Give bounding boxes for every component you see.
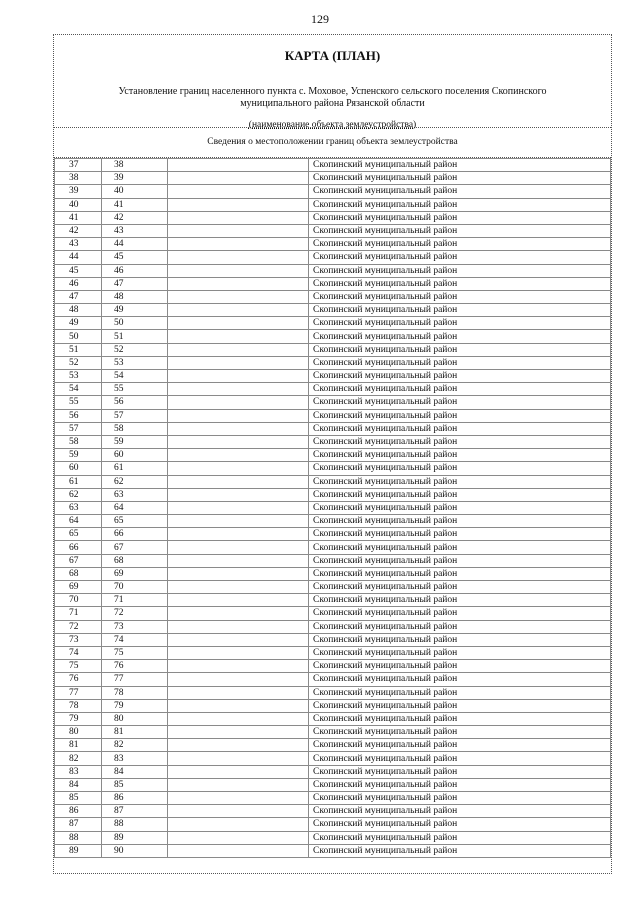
adjacent-land-cell: Скопинский муниципальный район [309, 567, 611, 580]
point-from-cell: 53 [55, 370, 102, 383]
point-to-cell: 60 [102, 449, 168, 462]
point-to-cell: 63 [102, 488, 168, 501]
description-cell [168, 831, 309, 844]
table-row [55, 607, 611, 620]
description-cell [168, 462, 309, 475]
point-from-cell: 43 [55, 238, 102, 251]
description-cell [168, 185, 309, 198]
point-from-cell: 65 [55, 528, 102, 541]
adjacent-land-cell: Скопинский муниципальный район [309, 462, 611, 475]
adjacent-land-cell: Скопинский муниципальный район [309, 818, 611, 831]
table-row [55, 172, 611, 185]
description-cell [168, 778, 309, 791]
description-cell [168, 277, 309, 290]
point-to-cell: 38 [102, 159, 168, 172]
point-from-cell: 78 [55, 699, 102, 712]
point-from-cell: 80 [55, 726, 102, 739]
point-from-cell: 87 [55, 818, 102, 831]
description-cell [168, 396, 309, 409]
adjacent-land-cell: Скопинский муниципальный район [309, 765, 611, 778]
table-row [55, 475, 611, 488]
point-to-cell: 72 [102, 607, 168, 620]
table-row [55, 620, 611, 633]
adjacent-land-cell: Скопинский муниципальный район [309, 475, 611, 488]
description-cell [168, 501, 309, 514]
point-to-cell: 41 [102, 198, 168, 211]
description-cell [168, 435, 309, 448]
description-cell [168, 620, 309, 633]
adjacent-land-cell: Скопинский муниципальный район [309, 343, 611, 356]
point-to-cell: 52 [102, 343, 168, 356]
point-to-cell: 40 [102, 185, 168, 198]
point-to-cell: 39 [102, 172, 168, 185]
table-row [55, 739, 611, 752]
table-row [55, 383, 611, 396]
point-from-cell: 41 [55, 211, 102, 224]
adjacent-land-cell: Скопинский муниципальный район [309, 330, 611, 343]
adjacent-land-cell: Скопинский муниципальный район [309, 633, 611, 646]
point-from-cell: 83 [55, 765, 102, 778]
adjacent-land-cell: Скопинский муниципальный район [309, 290, 611, 303]
point-to-cell: 87 [102, 805, 168, 818]
description-cell [168, 726, 309, 739]
table-row [55, 792, 611, 805]
point-from-cell: 89 [55, 844, 102, 857]
description-cell [168, 172, 309, 185]
point-from-cell: 49 [55, 317, 102, 330]
table-row [55, 238, 611, 251]
table-row [55, 198, 611, 211]
point-to-cell: 90 [102, 844, 168, 857]
point-to-cell: 46 [102, 264, 168, 277]
table-row [55, 396, 611, 409]
table-row [55, 765, 611, 778]
point-to-cell: 54 [102, 370, 168, 383]
point-to-cell: 42 [102, 211, 168, 224]
point-from-cell: 67 [55, 554, 102, 567]
table-row [55, 343, 611, 356]
point-to-cell: 44 [102, 238, 168, 251]
point-to-cell: 79 [102, 699, 168, 712]
point-from-cell: 50 [55, 330, 102, 343]
table-row [55, 646, 611, 659]
point-to-cell: 56 [102, 396, 168, 409]
description-cell [168, 686, 309, 699]
description-cell [168, 343, 309, 356]
table-row [55, 251, 611, 264]
adjacent-land-cell: Скопинский муниципальный район [309, 620, 611, 633]
adjacent-land-cell: Скопинский муниципальный район [309, 185, 611, 198]
description-cell [168, 159, 309, 172]
table-row [55, 726, 611, 739]
table-row [55, 449, 611, 462]
adjacent-land-cell: Скопинский муниципальный район [309, 844, 611, 857]
table-row [55, 356, 611, 369]
point-to-cell: 64 [102, 501, 168, 514]
table-body [55, 159, 611, 858]
boundary-table [54, 158, 611, 858]
table-row [55, 831, 611, 844]
point-from-cell: 71 [55, 607, 102, 620]
point-to-cell: 75 [102, 646, 168, 659]
point-from-cell: 63 [55, 501, 102, 514]
table-row [55, 633, 611, 646]
point-to-cell: 51 [102, 330, 168, 343]
adjacent-land-cell: Скопинский муниципальный район [309, 317, 611, 330]
adjacent-land-cell: Скопинский муниципальный район [309, 449, 611, 462]
description-cell [168, 409, 309, 422]
description-cell [168, 554, 309, 567]
point-to-cell: 62 [102, 475, 168, 488]
point-to-cell: 57 [102, 409, 168, 422]
table-row [55, 805, 611, 818]
adjacent-land-cell: Скопинский муниципальный район [309, 396, 611, 409]
adjacent-land-cell: Скопинский муниципальный район [309, 159, 611, 172]
adjacent-land-cell: Скопинский муниципальный район [309, 198, 611, 211]
adjacent-land-cell: Скопинский муниципальный район [309, 594, 611, 607]
point-to-cell: 70 [102, 581, 168, 594]
table-row [55, 673, 611, 686]
adjacent-land-cell: Скопинский муниципальный район [309, 370, 611, 383]
point-to-cell: 55 [102, 383, 168, 396]
point-from-cell: 42 [55, 224, 102, 237]
adjacent-land-cell: Скопинский муниципальный район [309, 686, 611, 699]
point-from-cell: 38 [55, 172, 102, 185]
adjacent-land-cell: Скопинский муниципальный район [309, 422, 611, 435]
object-caption: (наименование объекта землеустройства) [248, 120, 417, 130]
description-cell [168, 805, 309, 818]
table-row [55, 304, 611, 317]
point-from-cell: 85 [55, 792, 102, 805]
table-row [55, 752, 611, 765]
table-row [55, 660, 611, 673]
table-row [55, 567, 611, 580]
point-from-cell: 68 [55, 567, 102, 580]
description-cell [168, 211, 309, 224]
description-cell [168, 673, 309, 686]
point-to-cell: 48 [102, 290, 168, 303]
adjacent-land-cell: Скопинский муниципальный район [309, 739, 611, 752]
adjacent-land-cell: Скопинский муниципальный район [309, 607, 611, 620]
point-to-cell: 68 [102, 554, 168, 567]
point-from-cell: 51 [55, 343, 102, 356]
point-from-cell: 73 [55, 633, 102, 646]
point-to-cell: 45 [102, 251, 168, 264]
description-cell [168, 752, 309, 765]
point-to-cell: 82 [102, 739, 168, 752]
adjacent-land-cell: Скопинский муниципальный район [309, 541, 611, 554]
adjacent-land-cell: Скопинский муниципальный район [309, 792, 611, 805]
description-cell [168, 224, 309, 237]
point-from-cell: 77 [55, 686, 102, 699]
point-from-cell: 86 [55, 805, 102, 818]
point-from-cell: 72 [55, 620, 102, 633]
table-row [55, 778, 611, 791]
point-from-cell: 39 [55, 185, 102, 198]
description-cell [168, 383, 309, 396]
description-cell [168, 844, 309, 857]
table-row [55, 317, 611, 330]
point-from-cell: 45 [55, 264, 102, 277]
description-cell [168, 264, 309, 277]
table-row [55, 528, 611, 541]
adjacent-land-cell: Скопинский муниципальный район [309, 805, 611, 818]
point-to-cell: 71 [102, 594, 168, 607]
description-cell [168, 646, 309, 659]
description-cell [168, 251, 309, 264]
table-row [55, 818, 611, 831]
point-from-cell: 54 [55, 383, 102, 396]
point-from-cell: 47 [55, 290, 102, 303]
point-to-cell: 49 [102, 304, 168, 317]
table-row [55, 712, 611, 725]
point-to-cell: 61 [102, 462, 168, 475]
table-row [55, 541, 611, 554]
point-from-cell: 40 [55, 198, 102, 211]
table-row [55, 185, 611, 198]
description-cell [168, 238, 309, 251]
point-from-cell: 62 [55, 488, 102, 501]
point-from-cell: 46 [55, 277, 102, 290]
adjacent-land-cell: Скопинский муниципальный район [309, 673, 611, 686]
point-to-cell: 69 [102, 567, 168, 580]
point-to-cell: 53 [102, 356, 168, 369]
description-cell [168, 633, 309, 646]
table-row [55, 844, 611, 857]
point-from-cell: 48 [55, 304, 102, 317]
point-to-cell: 65 [102, 515, 168, 528]
table-row [55, 224, 611, 237]
table-row [55, 501, 611, 514]
table-row [55, 409, 611, 422]
point-from-cell: 69 [55, 581, 102, 594]
table-row [55, 488, 611, 501]
adjacent-land-cell: Скопинский муниципальный район [309, 211, 611, 224]
adjacent-land-cell: Скопинский муниципальный район [309, 726, 611, 739]
point-to-cell: 78 [102, 686, 168, 699]
table-row [55, 330, 611, 343]
adjacent-land-cell: Скопинский муниципальный район [309, 699, 611, 712]
description-cell [168, 765, 309, 778]
table-row [55, 370, 611, 383]
point-to-cell: 81 [102, 726, 168, 739]
point-from-cell: 81 [55, 739, 102, 752]
table-row [55, 290, 611, 303]
description-cell [168, 475, 309, 488]
adjacent-land-cell: Скопинский муниципальный район [309, 264, 611, 277]
point-from-cell: 60 [55, 462, 102, 475]
page-number: 129 [311, 12, 329, 26]
point-to-cell: 89 [102, 831, 168, 844]
adjacent-land-cell: Скопинский муниципальный район [309, 554, 611, 567]
point-from-cell: 74 [55, 646, 102, 659]
point-from-cell: 84 [55, 778, 102, 791]
adjacent-land-cell: Скопинский муниципальный район [309, 501, 611, 514]
description-cell [168, 356, 309, 369]
point-to-cell: 88 [102, 818, 168, 831]
description-cell [168, 660, 309, 673]
point-to-cell: 73 [102, 620, 168, 633]
document-header [54, 35, 611, 128]
point-from-cell: 56 [55, 409, 102, 422]
table-row [55, 277, 611, 290]
point-to-cell: 47 [102, 277, 168, 290]
table-row [55, 462, 611, 475]
section-title: Сведения о местоположении границ объекта землеустройства [54, 128, 611, 158]
adjacent-land-cell: Скопинский муниципальный район [309, 752, 611, 765]
adjacent-land-cell: Скопинский муниципальный район [309, 488, 611, 501]
point-from-cell: 76 [55, 673, 102, 686]
adjacent-land-cell: Скопинский муниципальный район [309, 409, 611, 422]
table-row [55, 422, 611, 435]
point-to-cell: 66 [102, 528, 168, 541]
adjacent-land-cell: Скопинский муниципальный район [309, 778, 611, 791]
description-cell [168, 699, 309, 712]
description-cell [168, 712, 309, 725]
point-from-cell: 37 [55, 159, 102, 172]
description-cell [168, 370, 309, 383]
table-row [55, 435, 611, 448]
adjacent-land-cell: Скопинский муниципальный район [309, 356, 611, 369]
point-to-cell: 77 [102, 673, 168, 686]
point-from-cell: 79 [55, 712, 102, 725]
adjacent-land-cell: Скопинский муниципальный район [309, 581, 611, 594]
point-from-cell: 58 [55, 435, 102, 448]
description-cell [168, 317, 309, 330]
description-cell [168, 290, 309, 303]
description-cell [168, 528, 309, 541]
point-to-cell: 58 [102, 422, 168, 435]
point-from-cell: 57 [55, 422, 102, 435]
adjacent-land-cell: Скопинский муниципальный район [309, 238, 611, 251]
adjacent-land-cell: Скопинский муниципальный район [309, 304, 611, 317]
document-title: КАРТА (ПЛАН) [284, 48, 381, 63]
description-cell [168, 330, 309, 343]
point-from-cell: 75 [55, 660, 102, 673]
table-row [55, 699, 611, 712]
description-cell [168, 594, 309, 607]
point-to-cell: 76 [102, 660, 168, 673]
adjacent-land-cell: Скопинский муниципальный район [309, 712, 611, 725]
adjacent-land-cell: Скопинский муниципальный район [309, 277, 611, 290]
document-subtitle: Установление границ населенного пункта с. Моховое, Успенского сельского поселения Скопинского муниципального района Рязанской области [118, 86, 547, 109]
adjacent-land-cell: Скопинский муниципальный район [309, 251, 611, 264]
point-from-cell: 70 [55, 594, 102, 607]
description-cell [168, 449, 309, 462]
adjacent-land-cell: Скопинский муниципальный район [309, 224, 611, 237]
point-from-cell: 64 [55, 515, 102, 528]
table-row [55, 594, 611, 607]
description-cell [168, 304, 309, 317]
description-cell [168, 607, 309, 620]
description-cell [168, 515, 309, 528]
point-from-cell: 52 [55, 356, 102, 369]
adjacent-land-cell: Скопинский муниципальный район [309, 528, 611, 541]
adjacent-land-cell: Скопинский муниципальный район [309, 646, 611, 659]
point-to-cell: 84 [102, 765, 168, 778]
point-to-cell: 80 [102, 712, 168, 725]
point-to-cell: 86 [102, 792, 168, 805]
adjacent-land-cell: Скопинский муниципальный район [309, 435, 611, 448]
description-cell [168, 567, 309, 580]
point-to-cell: 85 [102, 778, 168, 791]
adjacent-land-cell: Скопинский муниципальный район [309, 660, 611, 673]
description-cell [168, 198, 309, 211]
point-from-cell: 44 [55, 251, 102, 264]
adjacent-land-cell: Скопинский муниципальный район [309, 172, 611, 185]
document-frame [53, 34, 612, 874]
table-row [55, 686, 611, 699]
point-from-cell: 66 [55, 541, 102, 554]
point-to-cell: 83 [102, 752, 168, 765]
point-to-cell: 74 [102, 633, 168, 646]
description-cell [168, 739, 309, 752]
table-row [55, 211, 611, 224]
adjacent-land-cell: Скопинский муниципальный район [309, 515, 611, 528]
description-cell [168, 422, 309, 435]
table-row [55, 515, 611, 528]
table-row [55, 159, 611, 172]
description-cell [168, 818, 309, 831]
point-from-cell: 59 [55, 449, 102, 462]
point-to-cell: 43 [102, 224, 168, 237]
description-cell [168, 792, 309, 805]
description-cell [168, 488, 309, 501]
table-row [55, 264, 611, 277]
description-cell [168, 581, 309, 594]
point-from-cell: 88 [55, 831, 102, 844]
point-to-cell: 50 [102, 317, 168, 330]
table-row [55, 554, 611, 567]
adjacent-land-cell: Скопинский муниципальный район [309, 831, 611, 844]
point-to-cell: 67 [102, 541, 168, 554]
table-row [55, 581, 611, 594]
point-to-cell: 59 [102, 435, 168, 448]
point-from-cell: 61 [55, 475, 102, 488]
point-from-cell: 82 [55, 752, 102, 765]
adjacent-land-cell: Скопинский муниципальный район [309, 383, 611, 396]
description-cell [168, 541, 309, 554]
point-from-cell: 55 [55, 396, 102, 409]
